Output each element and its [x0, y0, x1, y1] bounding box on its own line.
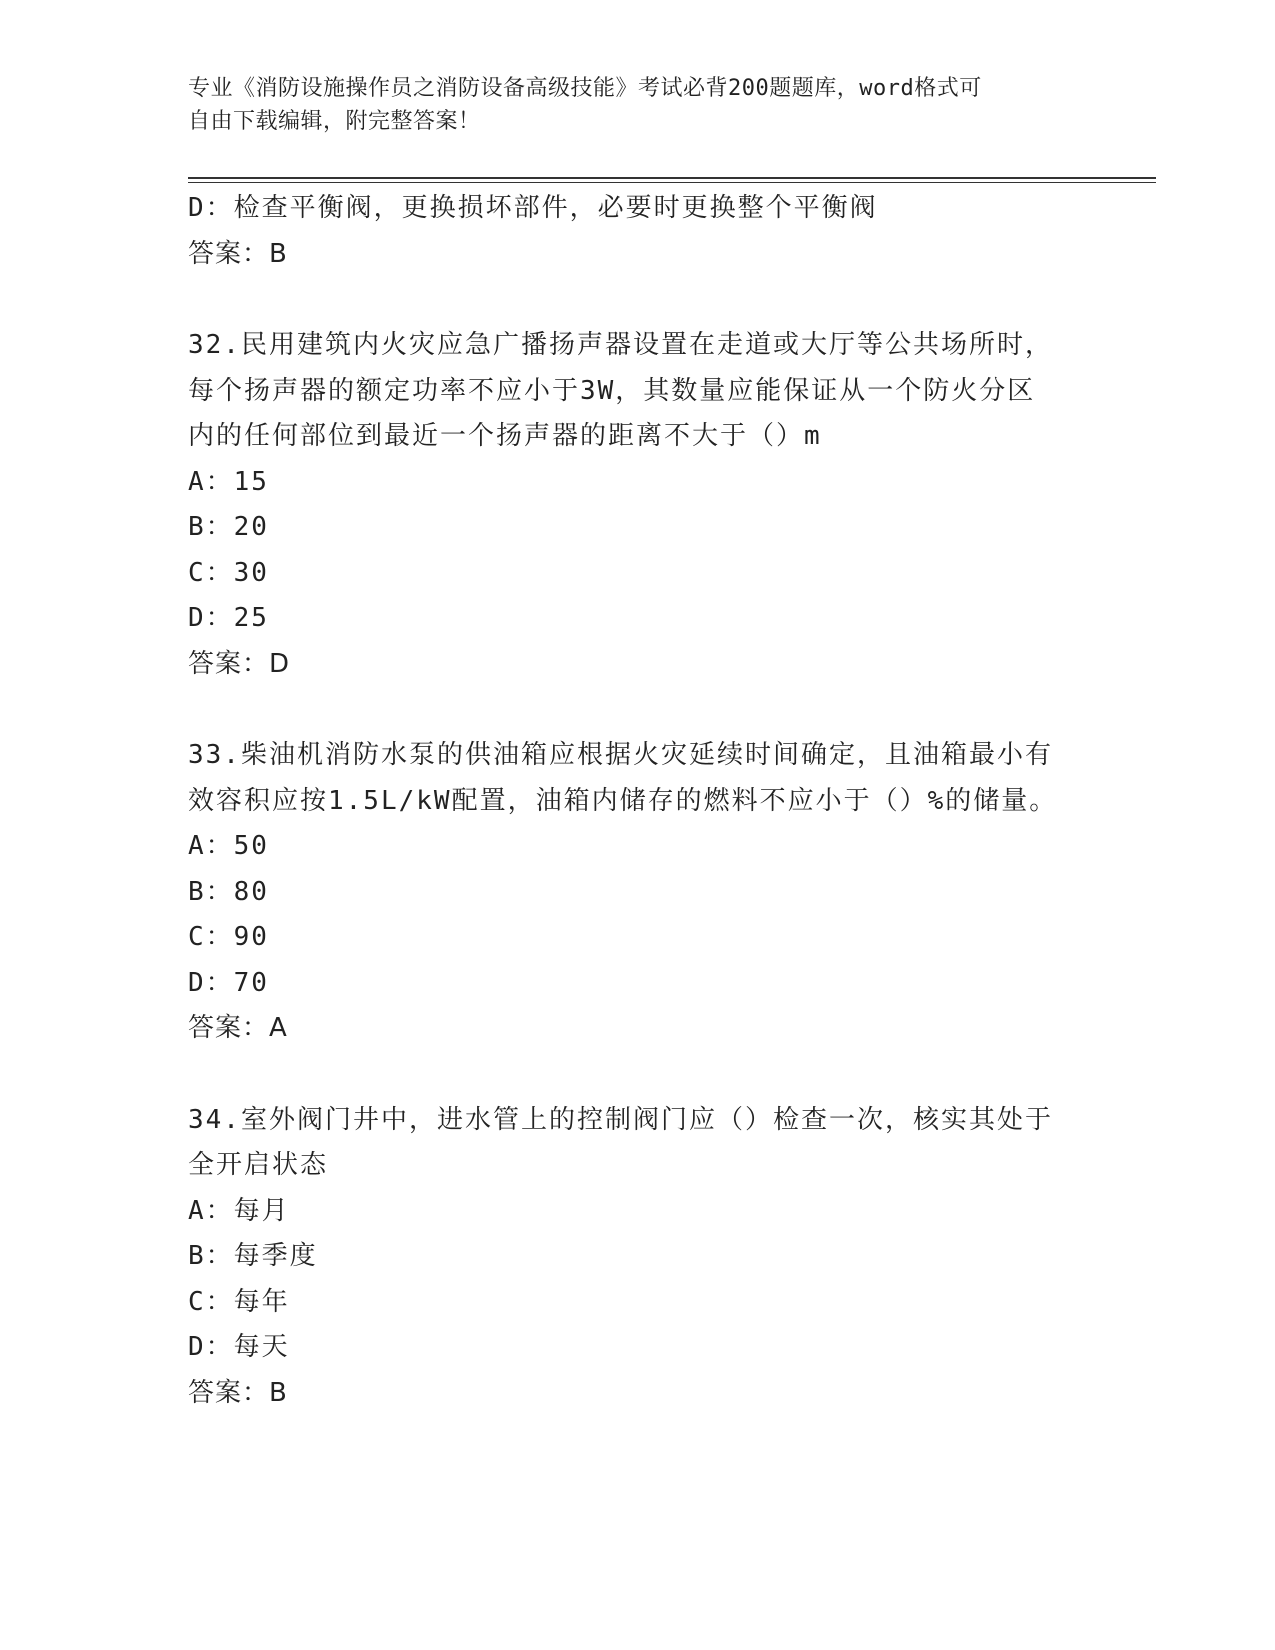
option-c: C：每年	[188, 1286, 290, 1317]
header-divider-thick	[188, 177, 1156, 179]
header-line-2: 自由下载编辑，附完整答案！	[188, 109, 481, 134]
header-line-1: 专业《消防设施操作员之消防设备高级技能》考试必背200题题库，word格式可	[188, 76, 982, 101]
option-c: C：30	[188, 557, 269, 588]
spacer	[188, 687, 1088, 733]
question-34	[188, 1098, 1088, 1417]
question-stem-line: 33.柴油机消防水泵的供油箱应根据火灾延续时间确定，且油箱最小有	[188, 740, 1053, 770]
option-a: A：15	[188, 466, 269, 497]
question-content	[188, 186, 1088, 1416]
question-stem-line: 34.室外阀门井中，进水管上的控制阀门应（）检查一次，核实其处于	[188, 1104, 1053, 1135]
option-d: D：检查平衡阀，更换损坏部件，必要时更换整个平衡阀	[188, 193, 878, 223]
question-32	[188, 323, 1088, 687]
option-a: A：每月	[188, 1195, 290, 1226]
option-b: B：每季度	[188, 1241, 318, 1271]
option-c: C：90	[188, 922, 269, 952]
answer-line: 答案：B	[188, 238, 288, 269]
question-stem-line: 效容积应按1.5L/kW配置，油箱内储存的燃料不应小于（）%的储量。	[188, 785, 1058, 816]
question-stem-line: 32.民用建筑内火灾应急广播扬声器设置在走道或大厅等公共场所时，	[188, 330, 1053, 360]
option-d: D：每天	[188, 1332, 290, 1362]
answer-line: 答案：D	[188, 648, 291, 679]
option-b: B：80	[188, 876, 269, 907]
question-stem-line: 全开启状态	[188, 1150, 329, 1180]
option-a: A：50	[188, 831, 269, 861]
header-divider-thin	[188, 182, 1156, 183]
document-header	[188, 72, 1068, 138]
question-31-tail	[188, 186, 1088, 277]
question-stem-line: 内的任何部位到最近一个扬声器的距离不大于（）m	[188, 421, 822, 451]
answer-line: 答案：B	[188, 1377, 288, 1408]
option-b: B：20	[188, 512, 269, 542]
answer-line: 答案：A	[188, 1013, 288, 1043]
spacer	[188, 277, 1088, 323]
question-stem-line: 每个扬声器的额定功率不应小于3W，其数量应能保证从一个防火分区	[188, 375, 1036, 406]
option-d: D：25	[188, 603, 269, 633]
option-d: D：70	[188, 967, 269, 998]
question-33	[188, 733, 1088, 1052]
spacer	[188, 1052, 1088, 1098]
